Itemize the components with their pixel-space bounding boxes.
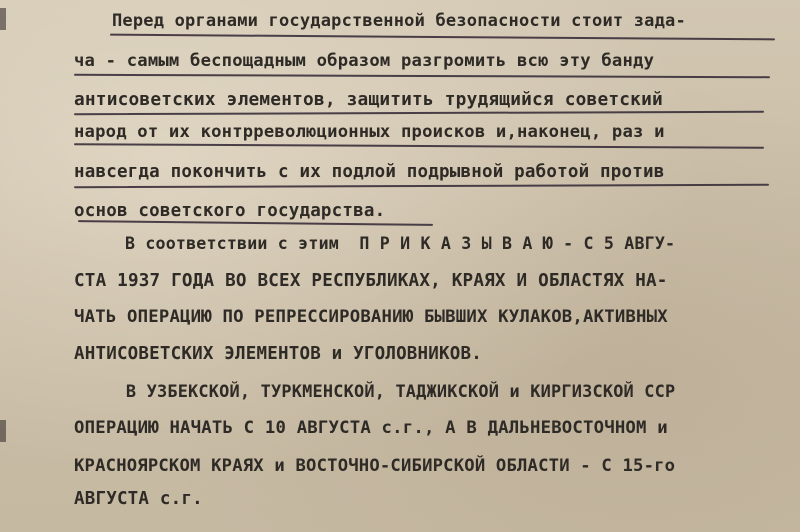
- text-line-11: В УЗБЕКСКОЙ, ТУРКМЕНСКОЙ, ТАДЖИКСКОЙ и КИРГИЗСКОЙ ССР: [74, 381, 676, 401]
- text-line-10: АНТИСОВЕТСКИХ ЭЛЕМЕНТОВ и УГОЛОВНИКОВ.: [74, 344, 482, 364]
- text-line-3: антисоветских элементов, защитить трудящийся советский: [74, 89, 663, 110]
- handwritten-underline: [74, 143, 764, 149]
- text-line-1: Перед органами государственной безопасности стоит зада-: [112, 11, 686, 31]
- handwritten-underline: [110, 34, 775, 41]
- text-line-12: ОПЕРАЦИЮ НАЧАТЬ С 10 АВГУСТА с.г., А В ДАЛЬНЕВОСТОЧНОМ и: [74, 418, 668, 438]
- text-line-6: основ советского государства.: [74, 201, 386, 221]
- margin-mark: [0, 8, 6, 30]
- handwritten-underline: [74, 111, 764, 115]
- text-line-14: АВГУСТА с.г.: [74, 489, 203, 509]
- text-line-5: навсегда покончить с их подлой подрывной работой против: [74, 162, 665, 182]
- text-line-13: КРАСНОЯРСКОМ КРАЯХ и ВОСТОЧНО-СИБИРСКОЙ ОБЛАСТИ - С 15-го: [74, 456, 676, 476]
- text-line-9: ЧАТЬ ОПЕРАЦИЮ ПО РЕПРЕССИРОВАНИЮ БЫВШИХ КУЛАКОВ,АКТИВНЫХ: [74, 307, 668, 327]
- text-line-8: СТА 1937 ГОДА ВО ВСЕХ РЕСПУБЛИКАХ, КРАЯХ И ОБЛАСТЯХ НА-: [74, 271, 668, 291]
- margin-mark: [0, 420, 6, 442]
- handwritten-underline: [74, 184, 769, 188]
- text-line-7: В соответствии с этим П Р И К А З Ы В А Ю - С 5 АВГУ-: [74, 234, 676, 253]
- text-line-4: народ от их контрреволюционных происков и,наконец, раз и: [74, 122, 665, 142]
- text-line-2: ча - самым беспощадным образом разгромить всю эту банду: [74, 51, 655, 71]
- handwritten-underline: [74, 74, 770, 78]
